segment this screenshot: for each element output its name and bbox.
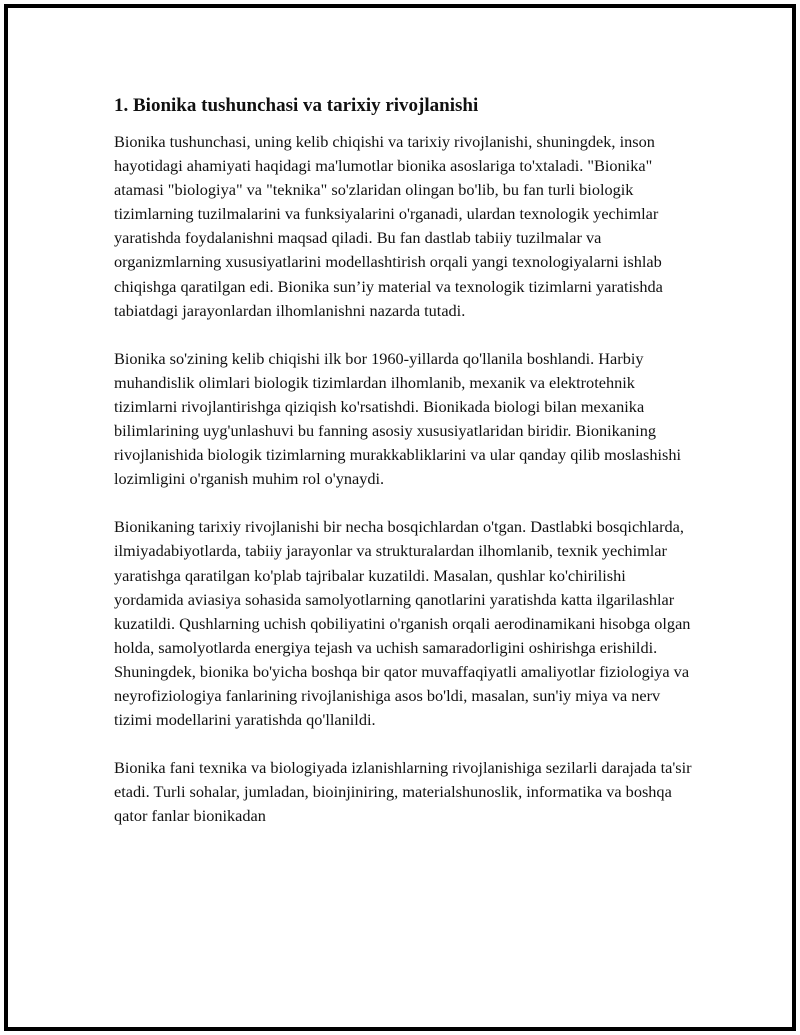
paragraph-2: Bionika so'zining kelib chiqishi ilk bor 1960-yillarda qo'llanila boshlandi. Harbiy muhandislik olimlari biologik tizimlardan ilhomlanib, mexanik va elektrotehnik tizimlarni rivojlantirishga qiziqish ko'rsatishdi. Bionikada biologi bilan mexanika bilimlarining uyg'unlashuvi bu fanning asosiy xususiyatlaridan biridir. Bionikaning rivojlanishida biologik tizimlarning murakkabliklarini va ular qanday qilib moslashishi lozimligini o'rganish muhim rol o'ynaydi. — [114, 348, 682, 489]
paragraph-3: Bionikaning tarixiy rivojlanishi bir necha bosqichlardan o'tgan. Dastlabki bosqichlarda, ilmiyadabiyotlarda, tabiiy jarayonlar va strukturalardan ilhomlanib, texnik yechimlar yaratishga qaratilgan ko'plab tajribalar kuzatildi. Masalan, qushlar ko'chirilishi yordamida aviasiya sohasida samolyotlarning qanotlarini yaratishda katta ilgarilashlar kuzatildi. Qushlarning uchish qobiliyatini o'rganish orqali aerodinamikani hisobga olgan holda, samolyotlarda energiya tejash va uchish samaradorligini oshirishga erishildi. Shuningdek, bionika bo'yicha boshqa bir qator muvaffaqiyatli amaliyotlar fiziologiya va neyrofiziologiya fanlarining rivojlanishiga asos bo'ldi, masalan, sun'iy miya va nerv tizimi modellarini yaratishda qo'llanildi. — [114, 517, 691, 730]
paragraph-1: Bionika tushunchasi, uning kelib chiqishi va tarixiy rivojlanishi, shuningdek, inson hayotidagi ahamiyati haqidagi ma'lumotlar bionika asoslariga to'xtaladi. "Bionika" atamasi "biologiya" va "teknika" so'zlaridan olingan bo'lib, bu fan turli biologik tizimlarning tuzilmalarini va funksiyalarini o'rganadi, ulardan texnologik yechimlar yaratishda foydalanishni maqsad qiladi. Bu fan dastlab tabiiy tuzilmalar va organizmlarning xususiyatlarini modellashtirish orqali yangi texnologiyalarni ishlab chiqishga qaratilgan edi. Bionika sun’iy material va texnologik tizimlarni yaratishda tabiatdagi jarayonlardan ilhomlanishni nazarda tutadi. — [114, 132, 663, 320]
section-heading: 1. Bionika tushunchasi va tarixiy rivojlanishi — [114, 95, 479, 116]
paragraph-4: Bionika fani texnika va biologiyada izlanishlarning rivojlanishiga sezilarli darajada ta'sir etadi. Turli sohalar, jumladan, bioinjiniring, materialshunoslik, informatika va boshqa qator fanlar bionikadan — [114, 758, 692, 826]
document-body — [114, 94, 694, 852]
